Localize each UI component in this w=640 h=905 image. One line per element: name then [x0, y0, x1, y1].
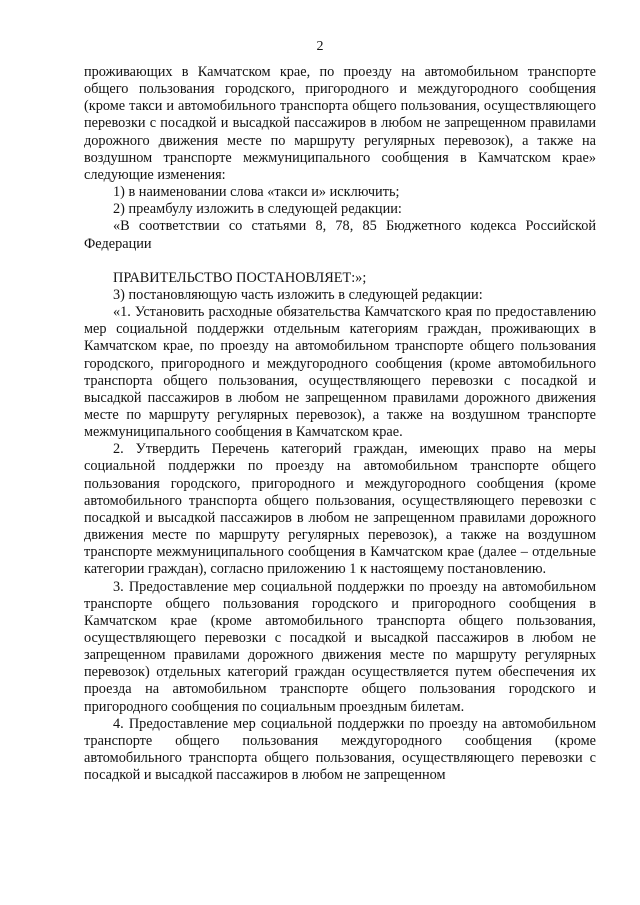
list-item-3: 3) постановляющую часть изложить в следующей редакции: — [113, 286, 483, 303]
clause-1: «1. Установить расходные обязательства Камчатского края по предоставлению мер социальной поддержки отдельным категориям граждан, проживающих в Камчатском крае, по проезду на автомобильном транспорте общего пользования городского, пригородного и междугородного сообщения (кроме автомобильного транспорта общего пользования, осуществляющего перевозки с посадкой и высадкой пассажиров в любом не запрещенном правилами дорожного движения месте по маршруту регулярных перевозок), а также на воздушном транспорте межмуниципального сообщения в Камчатском крае. — [84, 304, 596, 441]
paragraph-intro: проживающих в Камчатском крае, по проезду на автомобильном транспорте общего пользования городского, пригородного и междугородного сообщения (кроме такси и автомобильного транспорта общего пользования, осуществляющего перевозки с посадкой и высадкой пассажиров в любом не запрещенном правилами дорожного движения месте по маршруту регулярных перевозок), а также на воздушном транспорте межмуниципального сообщения в Камчатском крае» следующие изменения: — [84, 64, 596, 183]
list-item-2: 2) преамбулу изложить в следующей редакции: — [113, 201, 402, 218]
clause-3: 3. Предоставление мер социальной поддержки по проезду на автомобильном транспорте общего пользования городского и пригородного сообщения в Камчатском крае (кроме автомобильного транспорта общего пользования, осуществляющего перевозки с посадкой и высадкой пассажиров в любом не запрещенном правилами дорожного движения месте по маршруту регулярных перевозок) отдельных категорий граждан осуществляется путем обеспечения их проезда на автомобильном транспорте общего пользования городского и пригородного сообщения по социальным проездным билетам. — [84, 578, 596, 715]
preamble-text: «В соответствии со статьями 8, 78, 85 Бюджетного кодекса Российской Федерации — [84, 218, 596, 252]
clause-4: 4. Предоставление мер социальной поддержки по проезду на автомобильном транспорте общего пользования междугородного сообщения (кроме автомобильного транспорта общего пользования, осуществляющего перевозки с посадкой и высадкой пассажиров в любом не запрещенном — [84, 715, 596, 784]
clause-2: 2. Утвердить Перечень категорий граждан, имеющих право на меры социальной поддержки по проезду на автомобильном транспорте общего пользования городского, пригородного и междугородного сообщения (кроме автомобильного транспорта общего пользования, осуществляющего перевозки с посадкой и высадкой пассажиров в любом не запрещенном правилами дорожного движения месте по маршруту регулярных перевозок), а также на воздушном транспорте межмуниципального сообщения в Камчатском крае (далее – отдельные категории граждан), согласно приложению 1 к настоящему постановлению. — [84, 441, 596, 578]
list-item-1: 1) в наименовании слова «такси и» исключить; — [113, 184, 400, 201]
government-resolves: ПРАВИТЕЛЬСТВО ПОСТАНОВЛЯЕТ:»; — [113, 269, 367, 286]
document-body — [84, 64, 596, 784]
page-number: 2 — [316, 39, 324, 54]
